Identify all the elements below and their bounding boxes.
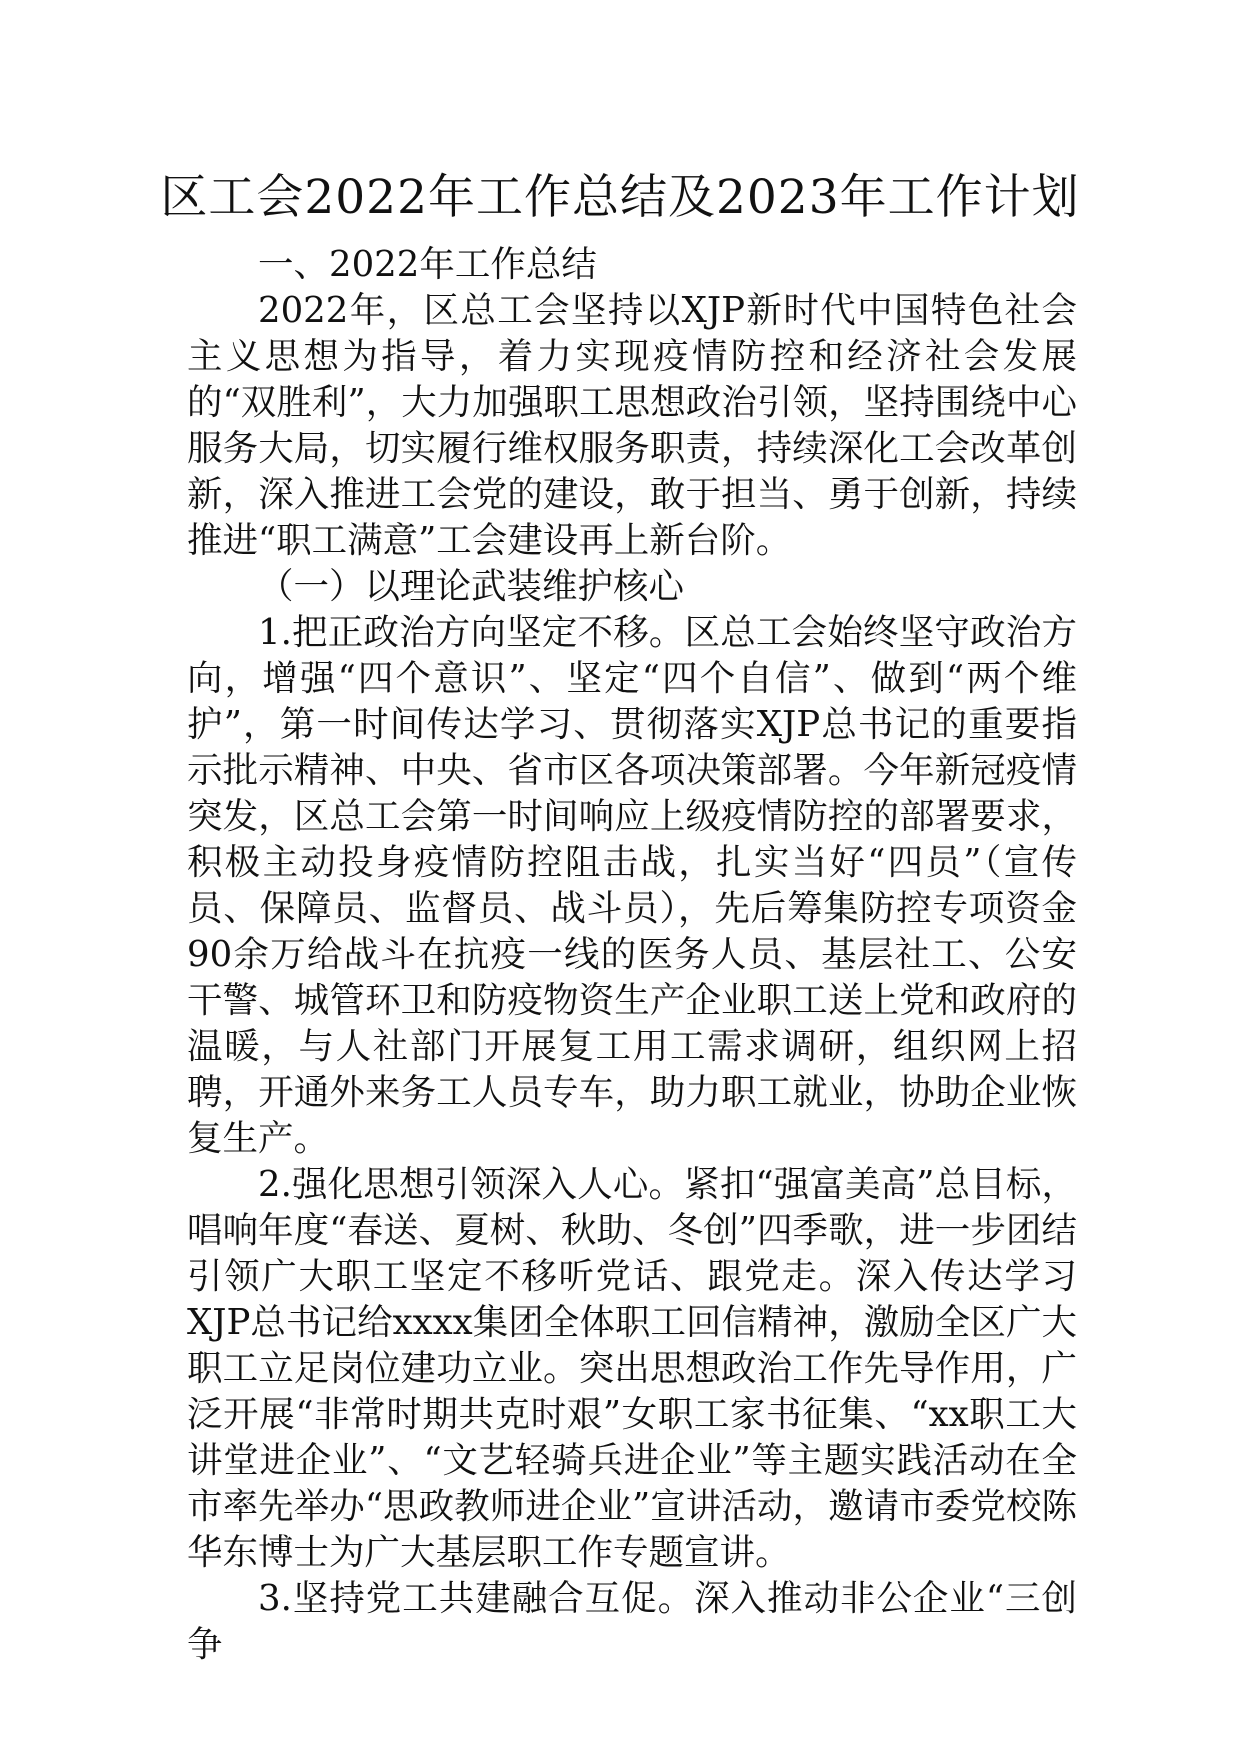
paragraph-2: 2.强化思想引领深入人心。紧扣“强富美高”总目标，唱响年度“春送、夏树、秋助、冬创”四季歌，进一步团结引领广大职工坚定不移听党话、跟党走。深入传达学习XJP总书记给xxxx集团全体职工回信精神，激励全区广大职工立足岗位建功立业。突出思想政治工作先导作用，广泛开展“非常时期共克时艰”女职工家书征集、“xx职工大讲堂进企业”、“文艺轻骑兵进企业”等主题实践活动在全市率先举办“思政教师进企业”宣讲活动，邀请市委党校陈华东博士为广大基层职工作专题宣讲。 xyxy=(187,1164,1077,1573)
document-body xyxy=(187,242,1077,1668)
section-heading: 一、2022年工作总结 xyxy=(258,244,597,285)
intro-paragraph: 2022年，区总工会坚持以XJP新时代中国特色社会主义思想为指导，着力实现疫情防控和经济社会发展的“双胜利”，大力加强职工思想政治引领，坚持围绕中心服务大局，切实履行维权服务职责，持续深化工会改革创新，深入推进工会党的建设，敢于担当、勇于创新，持续推进“职工满意”工会建设再上新台阶。 xyxy=(187,290,1077,561)
paragraph-3: 3.坚持党工共建融合互促。深入推动非公企业“三创争 xyxy=(187,1578,1077,1665)
subsection-heading: （一）以理论武装维护核心 xyxy=(258,566,685,607)
paragraph-1: 1.把正政治方向坚定不移。区总工会始终坚守政治方向，增强“四个意识”、坚定“四个自信”、做到“两个维护”，第一时间传达学习、贯彻落实XJP总书记的重要指示批示精神、中央、省市区各项决策部署。今年新冠疫情突发，区总工会第一时间响应上级疫情防控的部署要求，积极主动投身疫情防控阻击战，扎实当好“四员”（宣传员、保障员、监督员、战斗员），先后筹集防控专项资金90余万给战斗在抗疫一线的医务人员、基层社工、公安干警、城管环卫和防疫物资生产企业职工送上党和政府的温暖，与人社部门开展复工用工需求调研，组织网上招聘，开通外来务工人员专车，助力职工就业，协助企业恢复生产。 xyxy=(187,612,1077,1159)
document-title: 区工会2022年工作总结及2023年工作计划 xyxy=(160,170,1080,225)
